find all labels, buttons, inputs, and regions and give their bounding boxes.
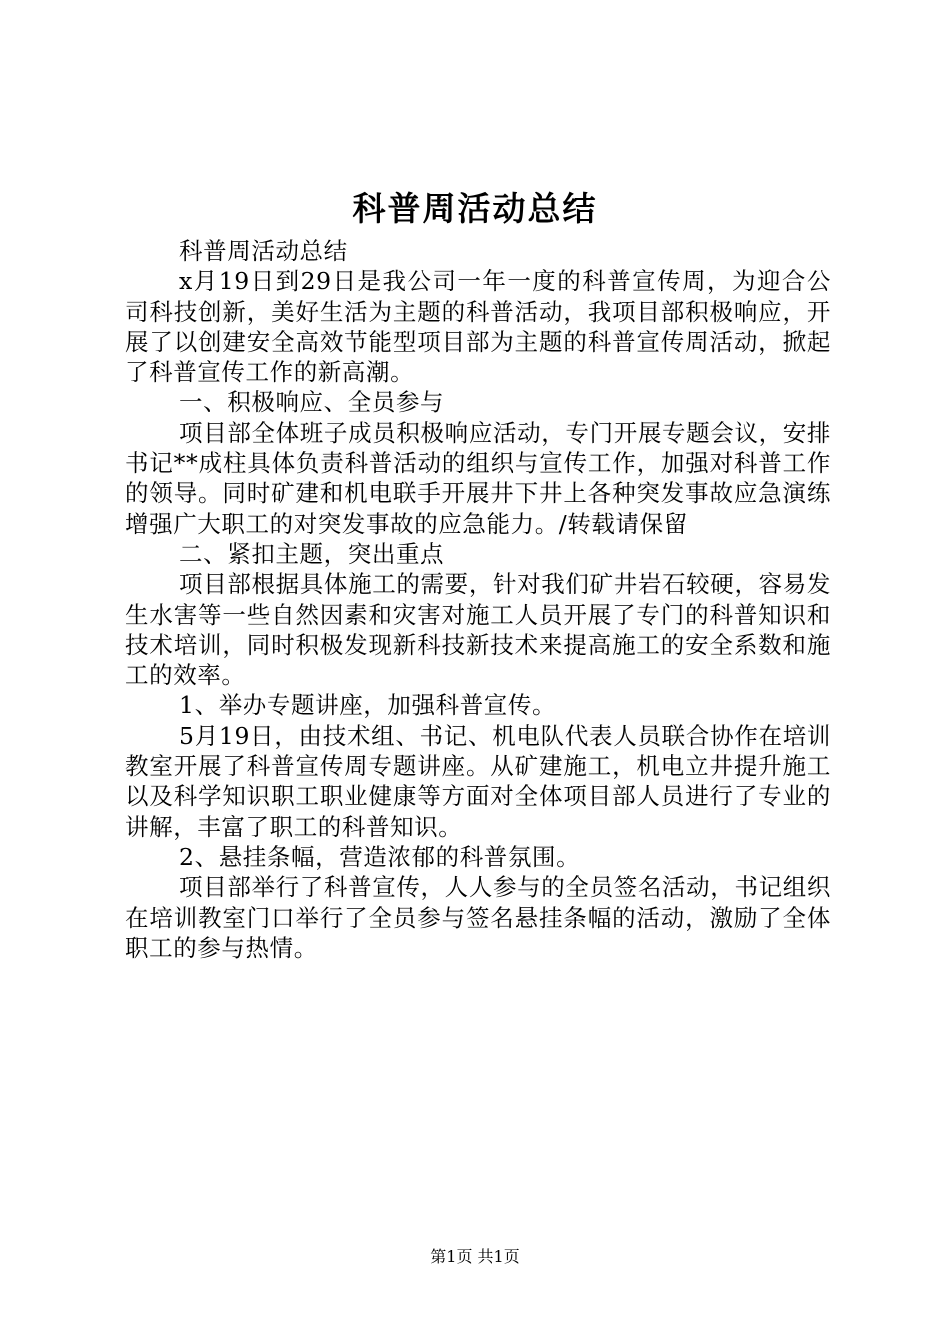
subsection-heading-1: 1、举办专题讲座，加强科普宣传。 xyxy=(179,691,557,720)
document-title: 科普周活动总结 xyxy=(352,189,598,228)
paragraph-intro: x月19日到29日是我公司一年一度的科普宣传周，为迎合公司科技创新，美好生活为主题的科普活动，我项目部积极响应，开展了以创建安全高效节能型项目部为主题的科普宣传周活动，掀起了科普宣传工作的新高潮。 xyxy=(125,267,831,387)
paragraph-subsection-1: 5月19日，由技术组、书记、机电队代表人员联合协作在培训教室开展了科普宣传周专题讲座。从矿建施工，机电立井提升施工以及科学知识职工职业健康等方面对全体项目部人员进行了专业的讲解，丰富了职工的科普知识。 xyxy=(125,721,831,841)
paragraph-section-1: 项目部全体班子成员积极响应活动，专门开展专题会议，安排书记**成柱具体负责科普活动的组织与宣传工作，加强对科普工作的领导。同时矿建和机电联手开展井下井上各种突发事故应急演练增强广大职工的对突发事故的应急能力。/转载请保留 xyxy=(125,418,831,538)
document-body xyxy=(125,236,831,963)
section-heading-1: 一、积极响应、全员参与 xyxy=(179,388,445,417)
paragraph-subtitle: 科普周活动总结 xyxy=(179,237,348,265)
section-heading-2: 二、紧扣主题，突出重点 xyxy=(179,539,445,568)
paragraph-subsection-2: 项目部举行了科普宣传，人人参与的全员签名活动，书记组织在培训教室门口举行了全员参与签名悬挂条幅的活动，激励了全体职工的参与热情。 xyxy=(125,873,831,962)
page-footer: 第1页 共1页 xyxy=(430,1247,520,1266)
subsection-heading-2: 2、悬挂条幅，营造浓郁的科普氛围。 xyxy=(179,842,581,871)
paragraph-section-2: 项目部根据具体施工的需要，针对我们矿井岩石较硬，容易发生水害等一些自然因素和灾害对施工人员开展了专门的科普知识和技术培训，同时积极发现新科技新技术来提高施工的安全系数和施工的效率。 xyxy=(125,570,831,690)
